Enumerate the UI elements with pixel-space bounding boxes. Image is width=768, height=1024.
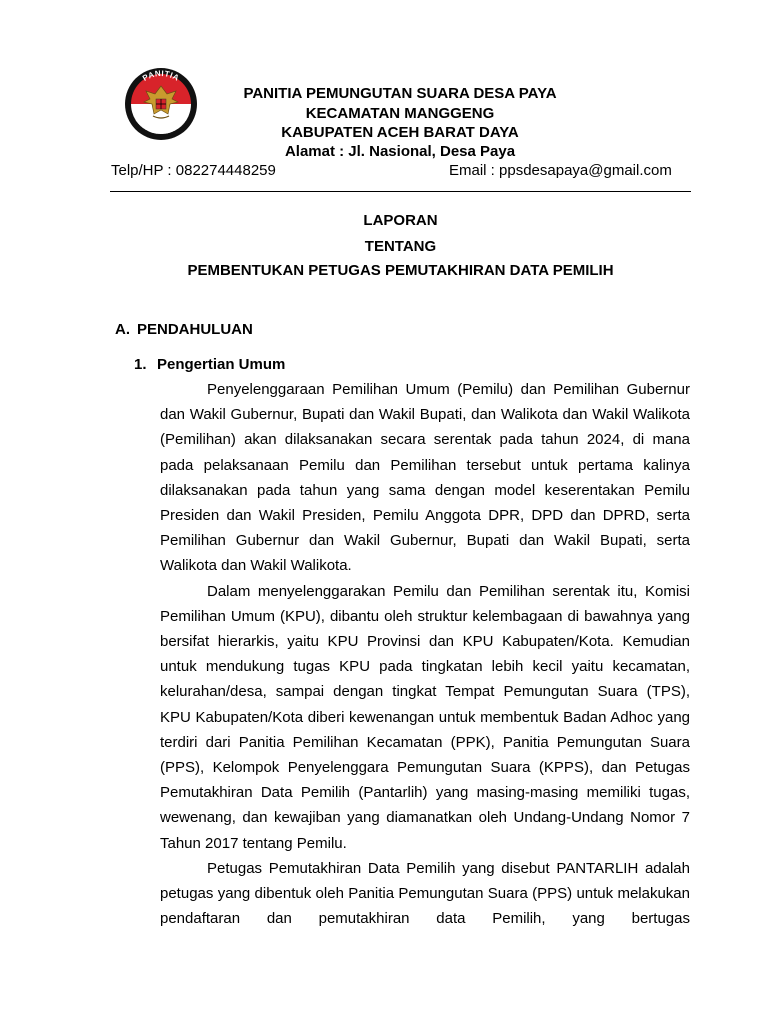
- paragraph: Penyelenggaraan Pemilihan Umum (Pemilu) dan Pemilihan Gubernur dan Wakil Gubernur, Bupati dan Wakil Bupati, dan Walikota dan Wakil Walikota (Pemilihan) akan dilaksanakan secara serentak pada tahun 2024, di mana pada pelaksanaan Pemilu dan Pemilihan tersebut untuk pertama kalinya dilaksanakan pada tahun yang sama dengan model keserentakan Pemilu Presiden dan Wakil Presiden, Pemilu Anggota DPR, DPD dan DPRD, serta Pemilihan Gubernur dan Wakil Gubernur, Bupati dan Wakil Bupati, serta Walikota dan Wakil Walikota.: [160, 381, 690, 575]
- org-district: KECAMATAN MANGGENG: [305, 105, 495, 122]
- contact-email: Email : ppsdesapaya@gmail.com: [449, 162, 672, 179]
- report-title: LAPORAN: [363, 212, 438, 229]
- report-subject: PEMBENTUKAN PETUGAS PEMUTAKHIRAN DATA PEMILIH: [187, 262, 614, 279]
- paragraph: Dalam menyelenggarakan Pemilu dan Pemilihan serentak itu, Komisi Pemilihan Umum (KPU), dibantu oleh struktur kelembagaan di bawahnya yang bersifat hierarkis, yaitu KPU Provinsi dan KPU Kabupaten/Kota. Kemudian untuk mendukung tugas KPU pada tingkatan lebih kecil yaitu kecamatan, kelurahan/desa, sampai dengan tingkat Tempat Pemungutan Suara (TPS), KPU Kabupaten/Kota diberi kewenangan untuk membentuk Badan Adhoc yang terdiri dari Panitia Pemilihan Kecamatan (PPK), Panitia Pemungutan Suara (PPS), Kelompok Penyelenggara Pemungutan Suara (KPPS), dan Petugas Pemutakhiran Data Pemilih (Pantarlih) yang masing-masing memiliki tugas, wewenang, dan kewajiban yang diamanatkan oleh Undang-Undang Nomor 7 Tahun 2017 tentang Pemilu.: [160, 582, 690, 852]
- logo-text-top: PANITIA: [141, 68, 181, 83]
- org-address: Alamat : Jl. Nasional, Desa Paya: [284, 143, 516, 160]
- paragraph: Petugas Pemutakhiran Data Pemilih yang disebut PANTARLIH adalah petugas yang dibentuk oleh Panitia Pemungutan Suara (PPS) untuk melakukan pendaftaran dan pemutakhiran data Pemilih, yang bertugas: [160, 859, 690, 928]
- logo-text-bottom: PEMUNGUTAN SUARA: [131, 113, 191, 137]
- kpu-logo: [124, 64, 198, 144]
- section-letter: A.: [115, 321, 130, 338]
- subsection-number: 1.: [134, 356, 147, 373]
- subsection-heading: Pengertian Umum: [157, 356, 286, 373]
- contact-phone: Telp/HP : 082274448259: [111, 162, 276, 179]
- org-regency: KABUPATEN ACEH BARAT DAYA: [281, 124, 519, 141]
- org-name: PANITIA PEMUNGUTAN SUARA DESA PAYA: [243, 85, 557, 102]
- letterhead-divider: [110, 191, 691, 192]
- report-title-connector: TENTANG: [364, 238, 437, 255]
- section-heading: PENDAHULUAN: [137, 321, 253, 338]
- body-text: [160, 377, 690, 931]
